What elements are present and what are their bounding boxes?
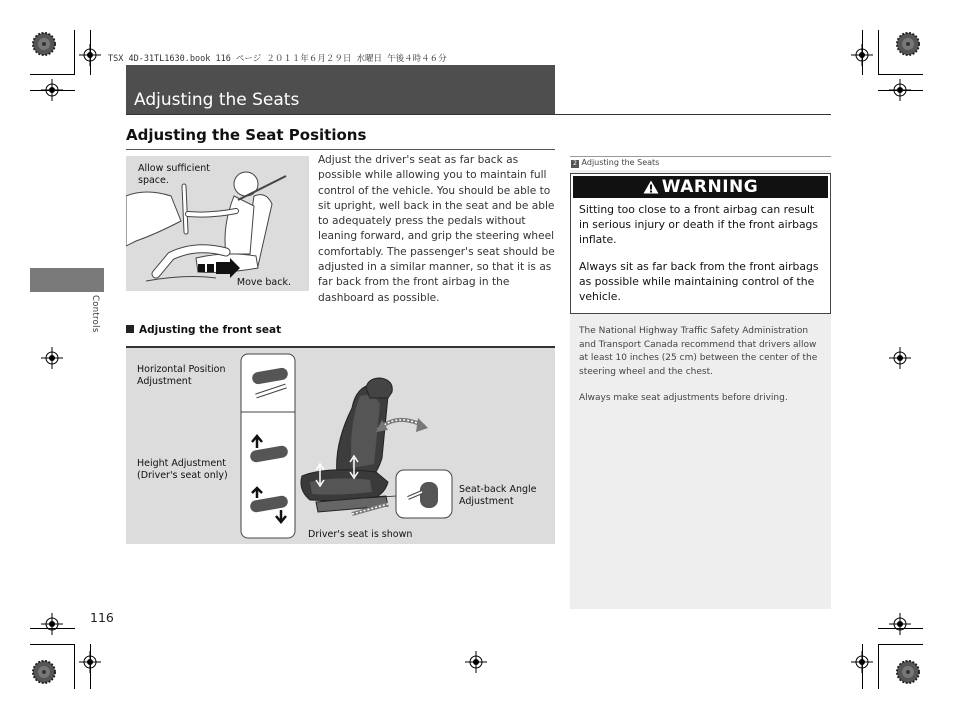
subheading-text: Adjusting the front seat: [139, 324, 282, 336]
side-tab-label: Controls: [90, 295, 100, 333]
note-paragraph-1: The National Highway Traffic Safety Administration and Transport Canada recommend that drivers allow at least 10 inches (25 cm) between the center of the steering wheel and the chest.: [579, 326, 818, 377]
figure1-label-move-back: Move back.: [236, 277, 291, 288]
note-paragraph-2: Always make seat adjustments before driving.: [579, 393, 788, 403]
banner-title: Adjusting the Seats: [134, 90, 300, 110]
section-rule: [126, 149, 555, 150]
figure1-label-space: Allow sufficient space.: [138, 163, 210, 186]
horizontal-adjustment-label: Horizontal Position Adjustment: [137, 364, 226, 387]
section-banner: [126, 65, 555, 115]
warning-box: [570, 173, 831, 314]
subheading: [126, 324, 281, 336]
figure2-caption: Driver's seat is shown: [308, 529, 413, 540]
sidebar-reference: [570, 156, 831, 170]
side-tab: [30, 268, 104, 292]
warning-paragraph-1: Sitting too close to a front airbag can result in serious injury or death if the front airbags inflate.: [579, 203, 819, 247]
seatback-adjustment-label: Seat-back Angle Adjustment: [459, 484, 537, 507]
section-title: Adjusting the Seat Positions: [126, 126, 367, 144]
seat-adjustment-illustration: [126, 346, 555, 544]
print-header: TSX 4D-31TL1630.book 116 ページ ２０１１年６月２９日 水曜日 午後４時４６分: [108, 54, 447, 64]
warning-paragraph-2: Always sit as far back from the front airbags as possible while maintaining control of the vehicle.: [579, 260, 819, 304]
warning-header: [573, 176, 828, 198]
bullet-square-icon: [126, 325, 134, 333]
page-number: 116: [90, 610, 114, 625]
warning-title: WARNING: [661, 177, 759, 197]
reference-arrow-icon: 2: [571, 160, 579, 168]
warning-triangle-icon: [643, 180, 659, 194]
banner-rule: [126, 114, 831, 115]
seating-position-illustration: [126, 156, 309, 291]
reference-title: Adjusting the Seats: [581, 158, 660, 167]
body-paragraph: Adjust the driver's seat as far back as possible while allowing you to maintain full control of the vehicle. You should be able to sit upright, well back in the seat and be able to adequately press the pedals without leaning forward, and grip the steering wheel comfortably. The passenger's seat should be adjusted in a similar manner, so that it is as far back from the front airbag in the dashboard as possible.: [318, 154, 555, 304]
height-adjustment-label: Height Adjustment (Driver's seat only): [137, 458, 228, 481]
